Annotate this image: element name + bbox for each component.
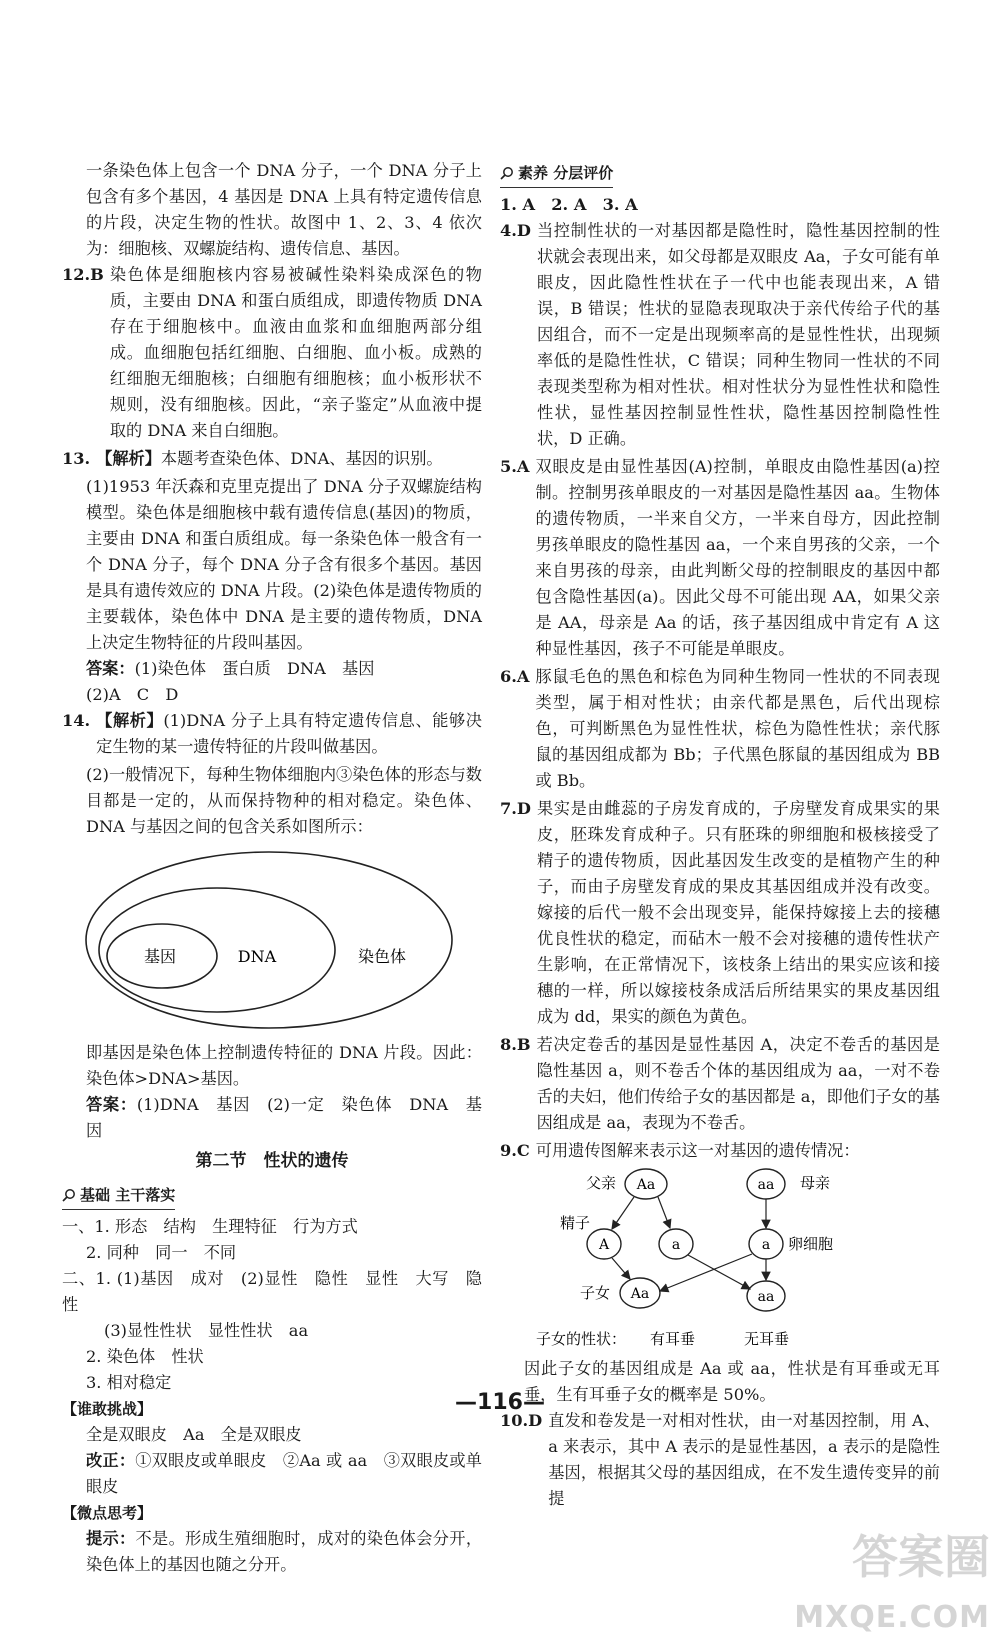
cross-svg [500,1166,940,1356]
arrow-father-a [658,1197,670,1228]
basic-line-1: 一、1. 形态 结构 生理特征 行为方式 [62,1217,358,1236]
think-paragraph: 提示：不是。形成生殖细胞时，成对的染色体会分开，染色体上的基因也随之分开。 [86,1529,483,1574]
analysis-lead: (1)DNA 分子上具有特定遗传信息、能够决定生物的某一遗传特征的片段叫做基因。 [96,711,482,756]
explanation: 染色体是细胞核内容易被碱性染料染成深色的物质，主要由 DNA 和蛋白质组成，即遗传物质 DNA 存在于细胞核中。血液由血浆和血细胞两部分组成。血细胞包括红细胞、白细胞、血小板。成熟的红细胞无细胞核；白细胞有细胞核；血小板形状不规则，没有细胞核。因此，“亲子鉴定”从血液中提取的 DNA 来自白细胞。 [109,265,482,440]
basic-line-4: (3)显性性状 显性性状 aa [104,1321,309,1340]
question-8: 8.B 若决定卷舌的基因是显性基因 A，决定不卷舌的基因是隐性基因 a，则不卷舌个体的基因组成为 aa，一对不卷舌的夫妇，他们传给子女的基因都是 a，即他们子女的基因组成是 aa，表现为不卷舌。 [500,1035,940,1132]
question-14 [62,708,482,760]
basic-line-2: 2. 同种 同一 不同 [86,1243,237,1262]
offspring-genotype-aa: aa [757,1289,775,1305]
venn-chromosome-label: 染色体 [357,947,407,966]
egg-allele: a [761,1237,771,1253]
challenge-header: 【谁敢挑战】 [62,1400,153,1418]
offspring-genotype-Aa: Aa [630,1286,650,1302]
trait-earlobe: 有耳垂 [650,1330,696,1348]
basic-line-5: 2. 染色体 性状 [86,1347,204,1366]
venn-dna-label: DNA [237,947,277,966]
answer-line: 答案：(1)染色体 蛋白质 DNA 基因 [86,659,375,678]
question-4: 4.D 当控制性状的一对基因都是隐性时，隐性基因控制的性状就会表现出来，如父母都是双眼皮 Aa，子女可能有单眼皮，因此隐性性状在子一代中也能表现出来，A 错误，B 错误；性状的显隐表现取决于亲代传给子代的基因组合，而不一定是出现频率高的是显性性状，出现频率低的是隐性性状，C 错误；同种生物同一性状的不同表现类型称为相对性状。相对性状分为显性性状和隐性性状，显性基因控制显性性状，隐性基因控制隐性性状，D 正确。 [500,221,940,448]
analysis-paragraph: (2)一般情况下，每种生物体细胞内③染色体的形态与数目都是一定的，从而保持物种的相对稳定。染色体、DNA 与基因之间的包含关系如图所示： [86,765,482,836]
chromosome-ellipse [86,852,452,1028]
question-7: 7.D 果实是由雌蕊的子房发育成的，子房壁发育成果实的果皮，胚珠发育成种子。只有胚珠的卵细胞和极核接受了精子的遗传物质，因此基因发生改变的是植物产生的种子，而由子房壁发育成的果皮其基因组成并没有改变。嫁接的后代一般不会出现变异，能保持嫁接上去的接穗优良性状的稳定，而砧木一般不会对接穗的遗传性状产生影响，在正常情况下，该枝条上结出的果实应该和接穗的一样，所以嫁接枝条成活后所结果实的果皮基因组成为 dd，果实的颜色为黄色。 [500,799,940,1026]
magnifier-icon [500,166,514,180]
conclusion-paragraph: 即基因是染色体上控制遗传特征的 DNA 片段。因此：染色体>DNA>基因。 [86,1043,482,1088]
arrow-A-Aa [612,1258,630,1279]
answer-line: 答案：(1)DNA 基因 (2)一定 染色体 DNA 基因 [86,1095,482,1140]
watermark-logo: 答案圈 MXQE.COM [794,1530,990,1635]
sperm-label: 精子 [560,1214,591,1232]
answer-letter: B [90,265,104,284]
venn-svg [62,840,482,1040]
offspring-label: 子女 [580,1284,611,1302]
question-number: 12. [62,265,91,284]
challenge-line-2: 改正：①双眼皮或单眼皮 ②Aa 或 aa ③双眼皮或单眼皮 [86,1451,482,1496]
challenge-line-1: 全是双眼皮 Aa 全是双眼皮 [86,1425,302,1444]
question-number: 14. [62,711,91,730]
evaluation-section-header: 素养 分层评价 [500,160,613,188]
genetic-cross-diagram [500,1166,940,1356]
q9-conclusion: 因此子女的基因组成是 Aa 或 aa，性状是有耳垂或无耳垂，生有耳垂子女的概率是 50%。 [524,1359,940,1404]
venn-diagram [62,840,482,1040]
analysis-tag: 【解析】 [96,449,161,468]
arrow-father-A [612,1197,634,1229]
question-13 [62,446,482,472]
basic-line-3: 二、1. (1)基因 成对 (2)显性 隐性 显性 大写 隐性 [62,1269,482,1314]
section-title: 第二节 性状的遗传 [195,1151,349,1171]
father-genotype: Aa [636,1177,656,1193]
trait-label: 子女的性状： [536,1330,627,1348]
magnifier-icon [62,1188,76,1202]
sperm-allele-A: A [598,1237,610,1253]
answers-1-3: 1. A 2. A 3. A [500,195,638,214]
mother-label: 母亲 [800,1174,831,1192]
analysis-lead: 本题考查染色体、DNA、基因的识别。 [160,449,443,468]
analysis-paragraph: (1)1953 年沃森和克里克提出了 DNA 分子双螺旋结构模型。染色体是细胞核中载有遗传信息(基因)的物质，主要由 DNA 和蛋白质组成。每一条染色体一般含有一个 DNA 分子，每个 DNA 分子含有很多个基因。基因是具有遗传效应的 DNA 片段。(2)染色体是遗传物质的主要载体，染色体中 DNA 是主要的遗传物质，DNA 上决定生物特征的片段叫基因。 [86,477,482,652]
basic-line-6: 3. 相对稳定 [86,1373,172,1392]
intro-paragraph: 一条染色体上包含一个 DNA 分子，一个 DNA 分子上包含有多个基因，4 基因是 DNA 上具有特定遗传信息的片段，决定生物的性状。故图中 1、2、3、4 依次为：细胞核、双螺旋结构、遗传信息、基因。 [86,161,482,258]
question-10: 10.D 直发和卷发是一对相对性状，由一对基因控制，用 A、a 来表示，其中 A 表示的是显性基因，a 表示的是隐性基因，根据其父母的基因组成，在不发生遗传变异的前提 [500,1411,940,1508]
trait-no-earlobe: 无耳垂 [744,1330,790,1348]
answer-line-2: (2)A C D [86,685,179,704]
basic-section-header: 基础 主干落实 [62,1182,175,1210]
question-5: 5.A 双眼皮是由显性基因(A)控制，单眼皮由隐性基因(a)控制。控制男孩单眼皮的一对基因是隐性基因 aa。生物体的遗传物质，一半来自父方，一半来自母方，因此控制男孩单眼皮的隐性基因 aa，一个来自男孩的父亲，一个来自男孩的母亲，由此判断父母的控制眼皮的基因中都包含隐性基因(a)。因此父母不可能出现 AA，如果父亲是 AA，母亲是 Aa 的话，孩子基因组成中肯定有 A 这种显性基因，孩子不可能是单眼皮。 [500,457,940,658]
arrow-a-aa [688,1255,750,1289]
question-12 [62,262,482,444]
right-column [500,158,940,1514]
analysis-tag: 【解析】 [96,711,164,730]
question-6: 6.A 豚鼠毛色的黑色和棕色为同种生物同一性状的不同表现类型，属于相对性状；由亲代都是黑色，后代出现棕色，可判断黑色为显性性状，棕色为隐性性状；亲代豚鼠的基因组成都为 Bb；子代黑色豚鼠的基因组成为 BB 或 Bb。 [500,667,940,790]
mother-genotype: aa [757,1177,775,1193]
sperm-allele-a: a [671,1237,681,1253]
dna-ellipse [99,888,335,1012]
think-header: 【微点思考】 [62,1504,153,1522]
question-number: 13. [62,449,91,468]
venn-gene-label: 基因 [143,947,177,966]
egg-label: 卵细胞 [788,1235,834,1253]
page-number: —116— [455,1390,545,1415]
question-9: 9.C 可用遗传图解来表示这一对基因的遗传情况： [500,1141,860,1160]
left-column [62,158,482,1578]
father-label: 父亲 [586,1174,617,1192]
